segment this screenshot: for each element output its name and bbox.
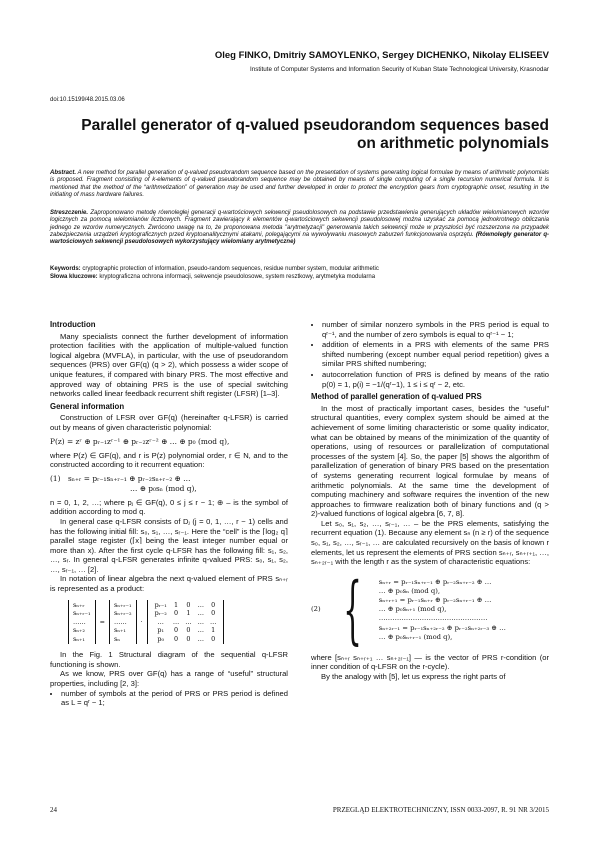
keywords-pl-label: Słowa kluczowe: [50,274,98,280]
analogy-paragraph: By the analogy with [5], let us express the right parts of [321,672,506,682]
matrix-row: … … … … … [157,617,217,626]
matrix-row: pᵣ₋₂ 0 1 … 0 [154,609,216,618]
page-number: 24 [50,806,57,814]
keywords-en: cryptographic protection of information, pseudo-random sequences, residue number system, modular arithmetic [82,266,379,272]
equation-row: ………………………………………… [378,614,488,623]
equation-system-2 [311,566,549,653]
equation-row: … ⊕ p₀sₙ₊ᵣ₋₁ (mod q), [378,632,453,641]
heading-introduction: Introduction [50,320,96,329]
left-column [50,320,288,709]
equation-row: … ⊕ p₀sₙ₊₁ (mod q), [378,605,447,614]
equation-row: sₙ₊ᵣ = pᵣ₋₁sₙ₊ᵣ₋₁ ⊕ pᵣ₋₂sₙ₊ᵣ₋₂ ⊕ … [378,577,492,586]
equation-2-number: (2) [311,605,321,614]
heading-method: Method of parallel generation of q-valued PRS [311,392,482,402]
vector-left-entry: sₙ₊ᵣ₋₁ [73,609,91,618]
keywords-block [50,265,549,281]
equation-row: sₙ₊ᵣ₊₁ = pᵣ₋₁sₙ₊ᵣ ⊕ pᵣ₋₂sₙ₊ᵣ₋₁ ⊕ … [378,596,492,605]
paper-title [50,117,549,153]
streszczenie-title-pl: (Równoległy generator q-wartościowych sekwencji pseudolosowych wykorzystujący wielomiany arytmetyczne) [50,231,550,246]
matrix-row: p₀ 0 0 … 0 [157,634,216,643]
vector-right-entry: sₙ₊₁ [113,626,126,635]
right-column [311,320,549,682]
title-line-2: on arithmetic polynomials [356,135,549,152]
vector-left-entry: sₙ₊₁ [73,634,85,643]
coefficient-matrix [147,600,225,645]
list-item: • number of similar nonzero symbols in the PRS period is equal to qʳ⁻¹, and the number of zero symbols is equal to qʳ⁻¹ − 1; [322,320,549,339]
method-paragraph-1: In the most of practically important cases, besides the “useful” structural quantities, every complex system should be aimed at the achievement of some limiting characteristic or some quality indicator, what can be obtained by means of the minimization of the quantity of operations, using of resources or parallelization of computational processes of the system [4]. So, the paper [5] shows the algorithm of parallelization of generation of binary PRS based on the presentation of systems generating recurrent logical formulae by means of arithmetic polynomials. At the same time the development of computing machinery and software requires the invention of the new approaches to firmware realization both of binary functions and (q > 2)-valued functions of logical algebra [6, 7, 8]. [311,403,549,519]
list-item: • addition of elements in a PRS with elements of the same PRS shifted numbering (except number equal period repetition) gives a similar PRS shifted numbering; [322,340,549,369]
title-line-1: Parallel generator of q-valued pseudorandom sequences based [81,117,549,134]
range-paragraph: As we know, PRS over GF(q) has a range of “useful” structural properties, including [2, 3]: [50,669,288,688]
vector-right-entry: sₙ₊ᵣ₋₂ [113,609,132,618]
general-paragraph-2: where P(z) ∈ GF(q), and r is P(z) polynomial order, r ∈ N, and to the constructed according to it recurrent equation: [50,450,288,470]
equals-sign: = [99,617,105,626]
streszczenie [50,210,549,246]
intro-paragraph: Many specialists connect the further development of information protection facilities with the application of multiple-valued function logical algebra (MVFLA), in particular, with the use of pseudorandom sequences (PRS) over GF(q) (q > 2), which possess a wider scope of unique features, if compared with binary PRS. The most effective and approved way of obtaining PRS is the use of special switching networks called linear feedback recurrent shift register (LFSR) [1–3]. [50,331,288,399]
abstract-label: Abstract. [50,170,77,176]
after-equation-paragraph: where [sₙ₊ᵣ sₙ₊ᵣ₊₁ … sₙ₊₂ᵣ₋₁] — is the vector of PRS r-condition (or inner condition of q-LFSR on the r-cycle). [311,652,549,672]
vector-left [68,600,96,645]
brace: { [342,566,362,653]
dot-operator: · [140,617,143,626]
equation-1-line-2: … ⊕ p₀sₙ (mod q), [130,483,197,493]
streszczenie-text: Zaproponowano metodę równoległej generacji q-wartościowych sekwencji pseudolosowych na podstawie przedstawienia generujących układów wielomianowych wzorów logicznych za pomocą wielomianów liczbowych. Fragment zawierający k elementów q-wartościowych sekwencji pseudolosowej można uzyskać za pomocą jednokrotnego obliczania jednego ze wzorów numerycznych. Zwrócono uwagę na to, że proponowana metoda "arytmetyzacji" generowania takich sekwencji może w przyszłości być rozszerzona na przypadek zabezpieczenia urządzeń kryptograficznych przed kryptoanalitycznymi atakami, polegającymi na wywoływaniu masowych zaburzeń funkcjonowania osprzętu. [50,210,550,238]
figure-reference-paragraph: In the Fig. 1 Structural diagram of the sequential q-LFSR functioning is shown. [50,650,288,669]
method-paragraph-2: Let s₀, s₁, s₂, …, sᵣ₋₁, … – be the PRS elements, satisfying the recurrent equation (1). Because any element sₙ (n ≥ r) of the sequence s₀, s₁, s₂, …, sᵣ₋₁, … are calculated recursively on the basis of known r elements, let us represent the elements of PRS section sₙ₊ᵣ, sₙ₊ᵣ₊₁, …, sₙ₊₂ᵣ₋₁ with the length r as the system of characteristic equations: [311,518,549,567]
vector-right-entry: sₙ [113,634,120,643]
matrix-product [68,600,288,645]
equation-characteristic-polynomial: P(z) = zʳ ⊕ pᵣ₋₁zʳ⁻¹ ⊕ pᵣ₋₂zʳ⁻² ⊕ … ⊕ p₀ (mod q), [50,436,230,446]
list-item: • autocorrelation function of PRS is defined by means of the ratio p(0) = 1, p(i) = −1/(qʳ−1), 1 ≤ i ≤ qʳ − 2, etc. [322,370,549,389]
doi: doi:10.15199/48.2015.03.06 [50,97,125,103]
abstract-text: A new method for parallel generation of q-valued pseudorandom sequence based on the presentation of systems generating logical formulae by means of arithmetic polynomials is proposed. Fragment consisting of k-elements of q-valued pseudorandom sequence may be obtained by means of single computing of a single recursion numerical formula. It is mentioned that the method of the “arithmetization” of generation may be used and further developed in order to protect the encryption gears from cryptographic onset, resulting in the initiating of mass hardware failures. [50,170,549,198]
equation-1-number: (1) [50,473,61,483]
matrix-row: pᵣ₋₁ 1 0 … 0 [154,600,216,609]
general-paragraph-3: n = 0, 1, 2, …; where pⱼ ∈ GF(q), 0 ≤ j ≤ r − 1; ⊕ – is the symbol of addition according to mod q. [50,497,288,517]
matrix-row: p₁ 0 0 … 1 [157,626,216,635]
affiliation: Institute of Computer Systems and Information Security of Kuban State Technological University, Krasnodar [249,66,549,73]
streszczenie-label: Streszczenie. [50,210,89,216]
keywords-pl: kryptograficzna ochrona informacji, sekwencje pseudolosowe, system resztkowy, arytmetyka modularna [99,274,376,280]
equation-2-rows [379,578,506,642]
vector-right-entry: sₙ₊ᵣ₋₁ [113,600,132,609]
vector-left-entry: sₙ₊₂ [73,626,85,635]
authors: Oleg FINKO, Dmitriy SAMOYLENKO, Sergey DICHENKO, Nikolay ELISEEV [214,50,549,61]
properties-list-left [50,689,288,708]
vector-right-entry: …… [113,617,127,626]
equation-row: … ⊕ p₀sₙ (mod q), [378,586,441,595]
vector-right [109,600,137,645]
list-item: • number of symbols at the period of PRS or PRS period is defined as L = qʳ − 1; [61,689,288,708]
heading-general-information: General information [50,401,125,411]
keywords-label: Keywords: [50,266,81,272]
journal-info: PRZEGLĄD ELEKTROTECHNICZNY, ISSN 0033-2097, R. 91 NR 3/2015 [332,806,549,814]
vector-left-entry: sₙ₊ᵣ [73,600,85,609]
vector-left-entry: …… [73,617,86,626]
abstract [50,170,549,199]
properties-list-right [311,320,549,389]
general-paragraph-1: Construction of LFSR over GF(q) (hereinafter q-LFSR) is carried out by means of given characteristic polynomial: [50,413,288,432]
general-paragraph-5: In notation of linear algebra the next q-valued element of PRS sₙ₊ᵣ is represented as a product: [50,574,288,594]
equation-1-line-1: sₙ₊ᵣ = pᵣ₋₁sₙ₊ᵣ₋₁ ⊕ pᵣ₋₂sₙ₊ᵣ₋₂ ⊕ … [68,473,191,483]
general-paragraph-4: In general case q-LFSR consists of Dⱼ (j = 0, 1, …, r − 1) cells and has the following initial fill: s₀, s₁, …, sᵣ₋₁. Here the “cell” is the ⌈log₂ q⌉ parallel stage register (⌈x⌉ being the least integer number equal or more than x). After the first cycle q-LFSR has the following fill: s₁, s₂, …, sᵣ. In general q-LFSR generates infinite q-valued PRS: s₀, s₁, s₂, …, sᵣ₋₁, … [2]. [50,516,288,574]
equation-row: sₙ₊₂ᵣ₋₁ = pᵣ₋₁sₙ₊₂ᵣ₋₂ ⊕ pᵣ₋₂sₙ₊₂ᵣ₋₃ ⊕ … [378,623,506,632]
equation-1 [50,474,288,494]
